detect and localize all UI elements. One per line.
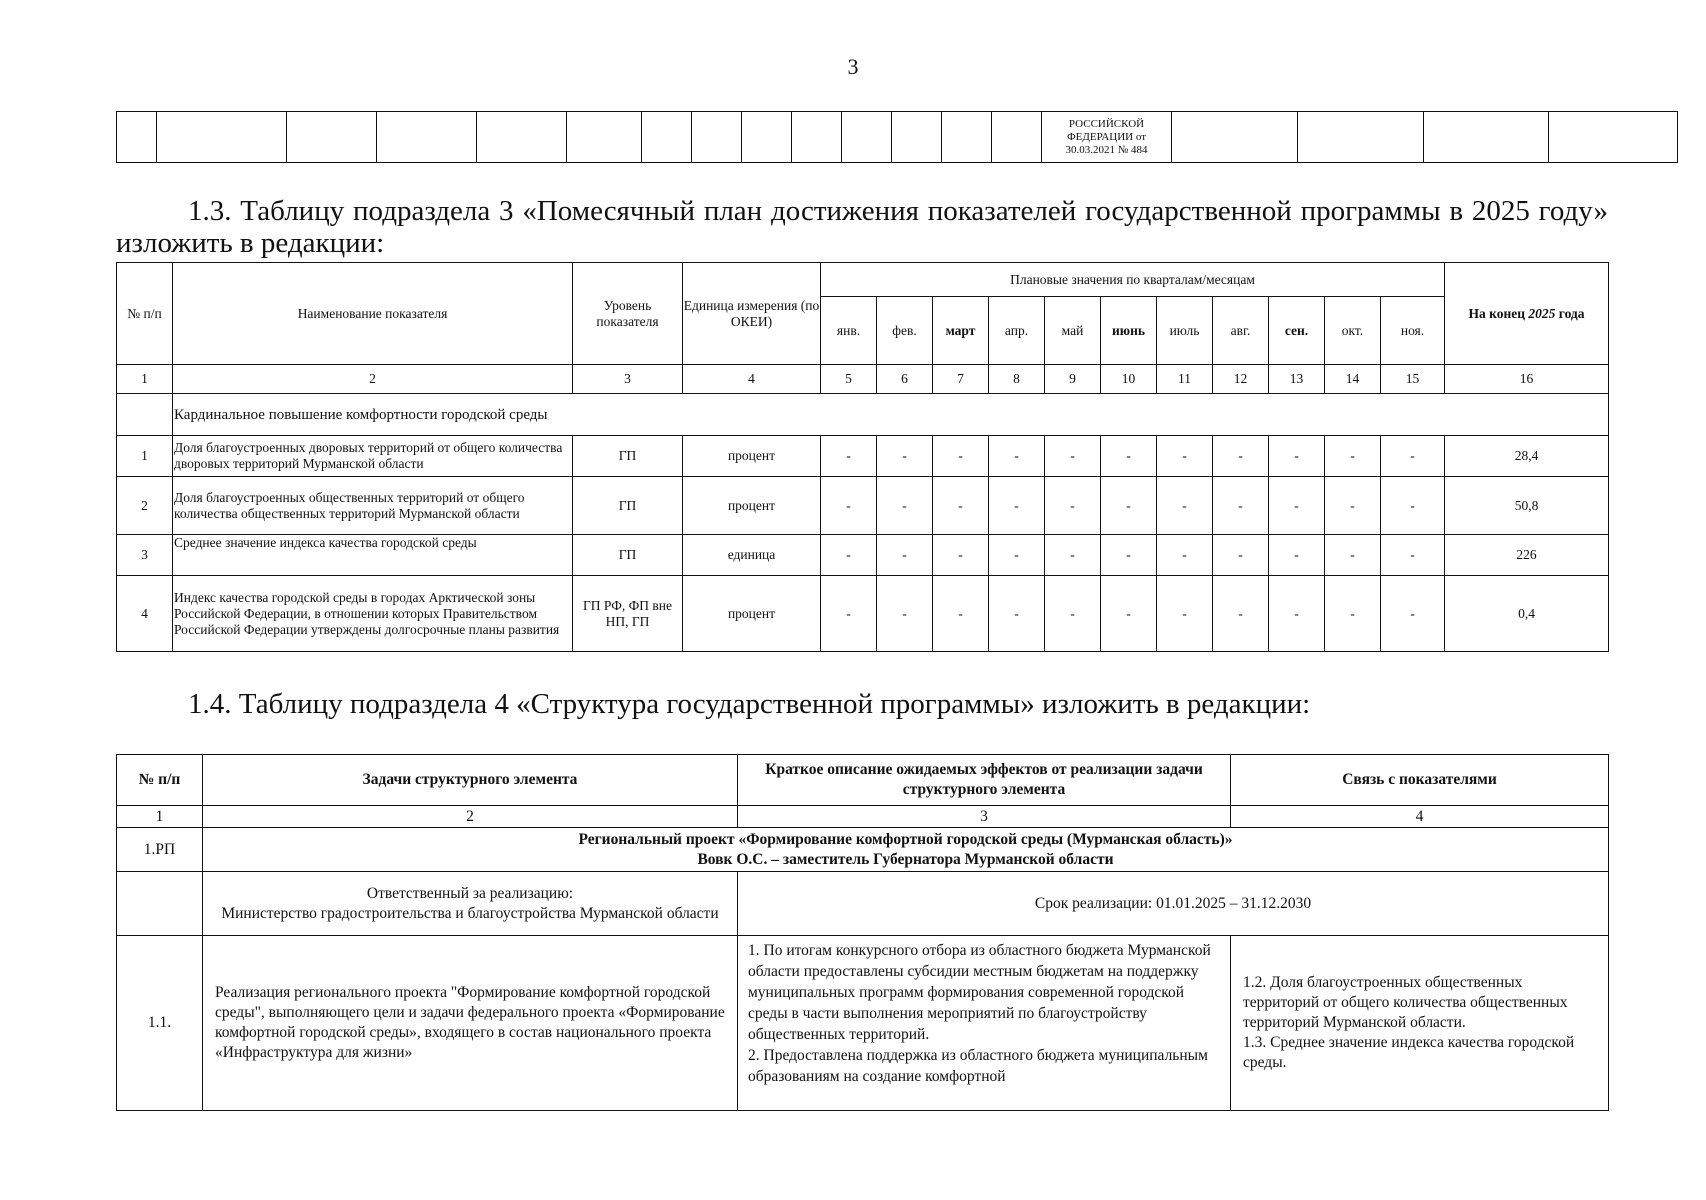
month-value: - [1045,436,1101,477]
col-number: 11 [1157,365,1213,394]
responsible-label: Ответственный за реализацию: [366,884,574,902]
month-value: - [1157,477,1213,535]
month-value: - [1157,436,1213,477]
row-num: 3 [117,535,173,576]
responsible-cell [203,872,738,936]
cell [157,112,287,163]
month-header: фев. [877,297,933,365]
month-value: - [1269,477,1325,535]
column-numbers-row [117,806,1609,828]
indicator-level: ГП [573,477,683,535]
row-num: 1 [117,436,173,477]
month-value: - [989,477,1045,535]
indicator-unit: процент [683,576,821,652]
month-header: сен. [1269,297,1325,365]
col-number: 2 [203,806,738,828]
cell [477,112,567,163]
month-header: июнь [1101,297,1157,365]
month-header: апр. [989,297,1045,365]
responsible-org: Министерство градостроительства и благоустройства Мурманской области [221,904,719,922]
header-end-of-year: На конец 2025 года [1445,263,1609,365]
cell [1172,112,1298,163]
month-header: авг. [1213,297,1269,365]
month-header: июль [1157,297,1213,365]
end-of-year-value: 50,8 [1445,477,1609,535]
col-number: 5 [821,365,877,394]
project-title-cell [203,828,1609,872]
month-value: - [1101,436,1157,477]
task-num: 1.1. [117,936,203,1111]
header-effects: Краткое описание ожидаемых эффектов от реализации задачи структурного элемента [738,755,1231,806]
month-value: - [933,535,989,576]
cell [377,112,477,163]
col-number: 1 [117,365,173,394]
section-1-4-heading: 1.4. Таблицу подраздела 4 «Структура государственной программы» изложить в редакции: [188,688,1311,720]
header-level: Уровень показателя [573,263,683,365]
month-value: - [1101,535,1157,576]
col-number: 6 [877,365,933,394]
month-value: - [1101,576,1157,652]
col-number: 8 [989,365,1045,394]
continued-table [116,111,1678,163]
header-tasks: Задачи структурного элемента [203,755,738,806]
month-value: - [1325,477,1381,535]
indicator-level: ГП РФ, ФП вне НП, ГП [573,576,683,652]
cell [842,112,892,163]
project-title: Региональный проект «Формирование комфортной городской среды (Мурманская область)» [578,830,1233,848]
col-number: 3 [573,365,683,394]
month-value: - [821,535,877,576]
indicator-links-cell [1231,936,1609,1111]
cell [1549,112,1678,163]
table-row [117,436,1609,477]
effects-cell [738,936,1231,1111]
cell [287,112,377,163]
month-value: - [1045,576,1101,652]
cell [117,394,173,436]
cell [942,112,992,163]
col-number: 9 [1045,365,1101,394]
month-header: март [933,297,989,365]
col-number: 10 [1101,365,1157,394]
header-plan: Плановые значения по кварталам/месяцам [821,263,1445,297]
project-row [117,828,1609,872]
month-value: - [989,535,1045,576]
month-value: - [1269,436,1325,477]
implementation-term: Срок реализации: 01.01.2025 – 31.12.2030 [738,872,1609,936]
cell [1298,112,1424,163]
effect-item: 2. Предоставлена поддержка из областного бюджета муниципальным образованиям на создание комфортной [748,1047,1208,1085]
cell [642,112,692,163]
project-code: 1.РП [117,828,203,872]
col-number: 1 [117,806,203,828]
col-number: 13 [1269,365,1325,394]
month-header: ноя. [1381,297,1445,365]
cell [567,112,642,163]
program-structure-table [116,754,1609,1111]
month-value: - [1045,535,1101,576]
col-number: 14 [1325,365,1381,394]
indicator-unit: единица [683,535,821,576]
month-value: - [1157,576,1213,652]
indicator-link: 1.3. Среднее значение индекса качества городской среды. [1243,1034,1575,1071]
month-value: - [1269,535,1325,576]
indicator-level: ГП [573,436,683,477]
month-value: - [877,576,933,652]
month-value: - [1325,535,1381,576]
cell [117,872,203,936]
header-unit: Единица измерения (по ОКЕИ) [683,263,821,365]
col-number: 4 [1231,806,1609,828]
table-row [117,576,1609,652]
month-value: - [821,436,877,477]
indicator-link: 1.2. Доля благоустроенных общественных территорий от общего количества общественных территорий Мурманской области. [1243,974,1568,1031]
section-1-3-heading: 1.3. Таблицу подраздела 3 «Помесячный план достижения показателей государственной программы в 2025 году» изложить в редакции: [116,195,1608,259]
col-number: 15 [1381,365,1445,394]
month-value: - [933,576,989,652]
month-value: - [933,436,989,477]
month-value: - [989,576,1045,652]
project-head: Вовк О.С. – заместитель Губернатора Мурманской области [697,850,1114,868]
indicator-name: Доля благоустроенных дворовых территорий от общего количества дворовых территорий Мурманской области [173,436,573,477]
cell [117,112,157,163]
indicator-name: Доля благоустроенных общественных территорий от общего количества общественных территорий Мурманской области [173,477,573,535]
col-number: 2 [173,365,573,394]
end-of-year-value: 226 [1445,535,1609,576]
group-title: Кардинальное повышение комфортности городской среды [173,394,1609,436]
month-value: - [1325,436,1381,477]
month-value: - [1213,535,1269,576]
page-number: 3 [847,54,859,79]
month-value: - [1381,436,1445,477]
month-value: - [1325,576,1381,652]
month-value: - [1381,535,1445,576]
cell [742,112,792,163]
end-of-year-value: 28,4 [1445,436,1609,477]
month-value: - [1213,477,1269,535]
indicator-unit: процент [683,436,821,477]
header-num: № п/п [117,755,203,806]
header-name: Наименование показателя [173,263,573,365]
month-value: - [877,535,933,576]
month-value: - [1213,436,1269,477]
month-header: май [1045,297,1101,365]
month-header: янв. [821,297,877,365]
cell [992,112,1042,163]
month-value: - [1213,576,1269,652]
col-number: 12 [1213,365,1269,394]
month-value: - [989,436,1045,477]
row-num: 4 [117,576,173,652]
table-row [117,535,1609,576]
group-row [117,394,1609,436]
indicator-level: ГП [573,535,683,576]
cell [692,112,742,163]
task-row [117,936,1609,1111]
month-value: - [877,477,933,535]
col-number: 7 [933,365,989,394]
month-value: - [1045,477,1101,535]
indicator-name: Индекс качества городской среды в городах Арктической зоны Российской Федерации, в отношении которых Правительством Российской Федерации утверждены долгосрочные планы развития [173,576,573,652]
task-text: Реализация регионального проекта "Формирование комфортной городской среды", выполняющего цели и задачи федерального проекта «Формирование комфортной городской среды», входящего в состав национального проекта «Инфраструктура для жизни» [203,936,738,1111]
month-value: - [877,436,933,477]
indicator-unit: процент [683,477,821,535]
col-number: 4 [683,365,821,394]
header-num: № п/п [117,263,173,365]
legal-reference-note: РОССИЙСКОЙ ФЕДЕРАЦИИ от 30.03.2021 № 484 [1042,112,1172,163]
row-num: 2 [117,477,173,535]
effect-item: 1. По итогам конкурсного отбора из областного бюджета Мурманской области предоставлены субсидии местным бюджетам на поддержку муниципальных программ формирования современной городской среды в части выполнения мероприятий по благоустройству общественных территорий. [748,942,1211,1043]
month-value: - [821,576,877,652]
month-value: - [933,477,989,535]
table-row [117,477,1609,535]
month-header: окт. [1325,297,1381,365]
col-number: 3 [738,806,1231,828]
header-link: Связь с показателями [1231,755,1609,806]
col-number: 16 [1445,365,1609,394]
month-value: - [1381,576,1445,652]
month-value: - [1157,535,1213,576]
end-of-year-value: 0,4 [1445,576,1609,652]
month-value: - [1269,576,1325,652]
month-value: - [1101,477,1157,535]
cell [792,112,842,163]
cell [1424,112,1549,163]
responsible-row [117,872,1609,936]
indicator-name: Среднее значение индекса качества городской среды [173,535,573,576]
monthly-plan-table [116,262,1609,652]
column-numbers-row [117,365,1609,394]
cell [892,112,942,163]
month-value: - [821,477,877,535]
month-value: - [1381,477,1445,535]
